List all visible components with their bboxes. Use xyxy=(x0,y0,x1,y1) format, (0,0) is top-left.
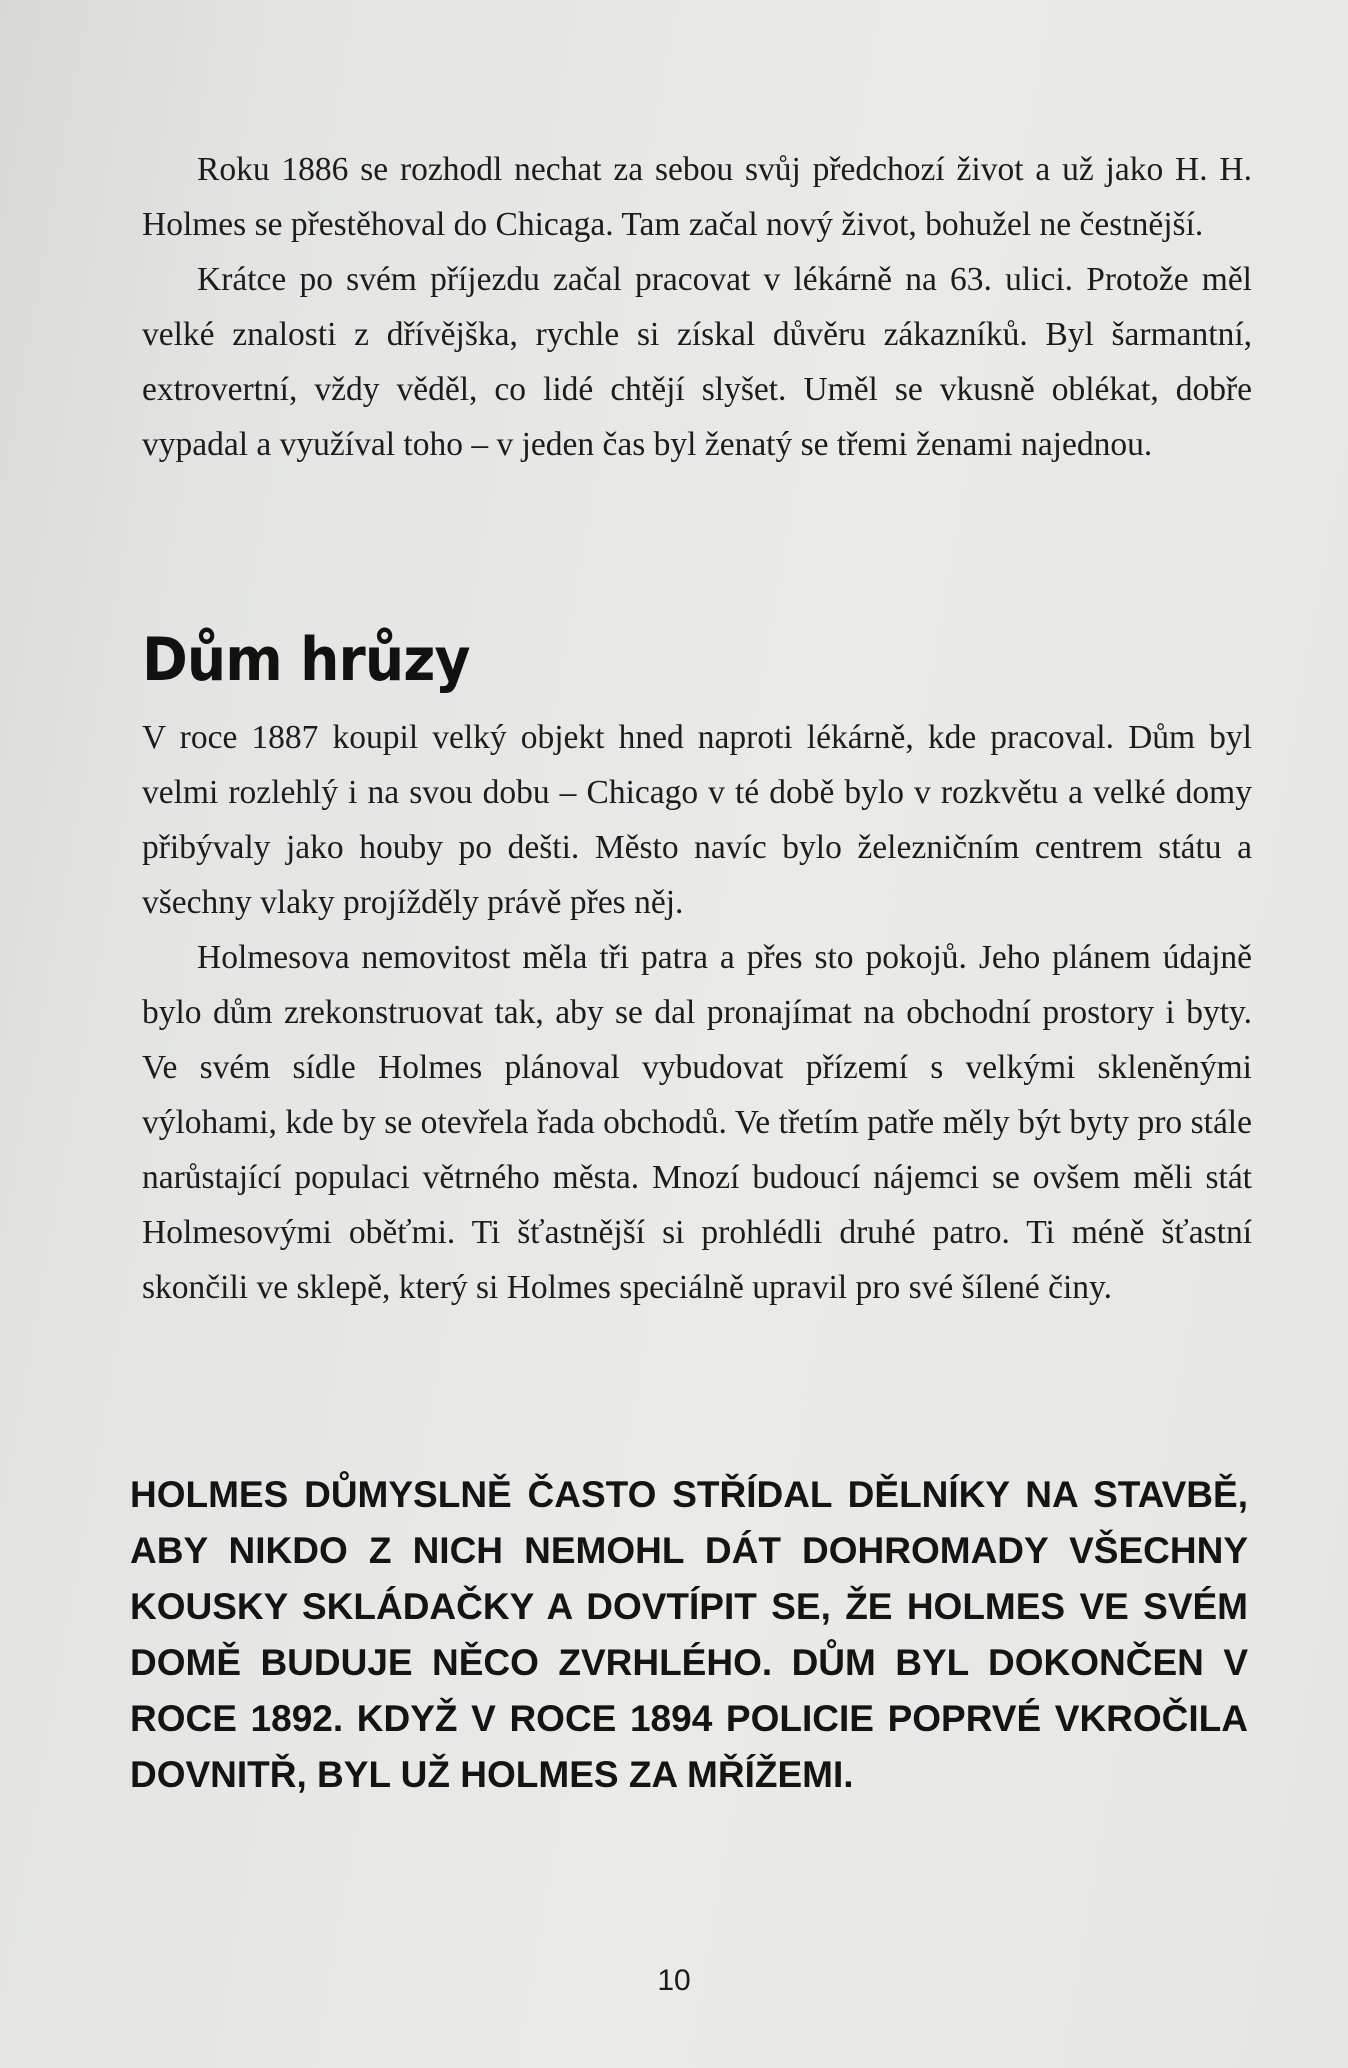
section-heading: Dům hrůzy xyxy=(142,625,470,695)
intro-paragraph-1: Roku 1886 se rozhodl nechat za sebou svůj předchozí život a už jako H. H. Holmes se přestěhoval do Chicaga. Tam začal nový život, bohužel ne čestnější. xyxy=(142,151,1252,243)
intro-text xyxy=(142,142,1252,472)
section-paragraph-1: V roce 1887 koupil velký objekt hned naproti lékárně, kde pracoval. Dům byl velmi rozlehlý i na svou dobu – Chicago v té době bylo v rozkvětu a velké domy přibývaly jako houby po dešti. Město navíc bylo železničním centrem státu a všechny vlaky projížděly právě přes něj. xyxy=(142,719,1252,921)
section-paragraph-2: Holmesova nemovitost měla tři patra a přes sto pokojů. Jeho plánem údajně bylo dům zrekonstruovat tak, aby se dal pronajímat na obchodní prostory i byty. Ve svém sídle Holmes plánoval vybudovat přízemí s velkými skleněnými výlohami, kde by se otevřela řada obchodů. Ve třetím patře měly být byty pro stále narůstající populaci větrného města. Mnozí budoucí nájemci se ovšem měli stát Holmesovými oběťmi. Ti šťastnější si prohlédli druhé patro. Ti méně šťastní skončili ve sklepě, který si Holmes speciálně upravil pro své šílené činy. xyxy=(142,939,1252,1306)
section-text xyxy=(142,710,1252,1315)
pull-quote: HOLMES DŮMYSLNĚ ČASTO STŘÍDAL DĚLNÍKY NA STAVBĚ, ABY NIKDO Z NICH NEMOHL DÁT DOHROMADY VŠECHNY KOUSKY SKLÁDAČKY A DOVTÍPIT SE, ŽE HOLMES VE SVÉM DOMĚ BUDUJE NĚCO ZVRHLÉHO. DŮM BYL DOKONČEN V ROCE 1892. KDYŽ V ROCE 1894 POLICIE POPRVÉ VKROČILA DOVNITŘ, BYL UŽ HOLMES ZA MŘÍŽEMI. xyxy=(130,1474,1248,1795)
intro-paragraph-2: Krátce po svém příjezdu začal pracovat v lékárně na 63. ulici. Protože měl velké znalosti z dřívějška, rychle si získal důvěru zákazníků. Byl šarmantní, extrovertní, vždy věděl, co lidé chtějí slyšet. Uměl se vkusně oblékat, dobře vypadal a využíval toho – v jeden čas byl ženatý se třemi ženami najednou. xyxy=(142,261,1252,463)
page-number: 10 xyxy=(657,1964,691,1997)
